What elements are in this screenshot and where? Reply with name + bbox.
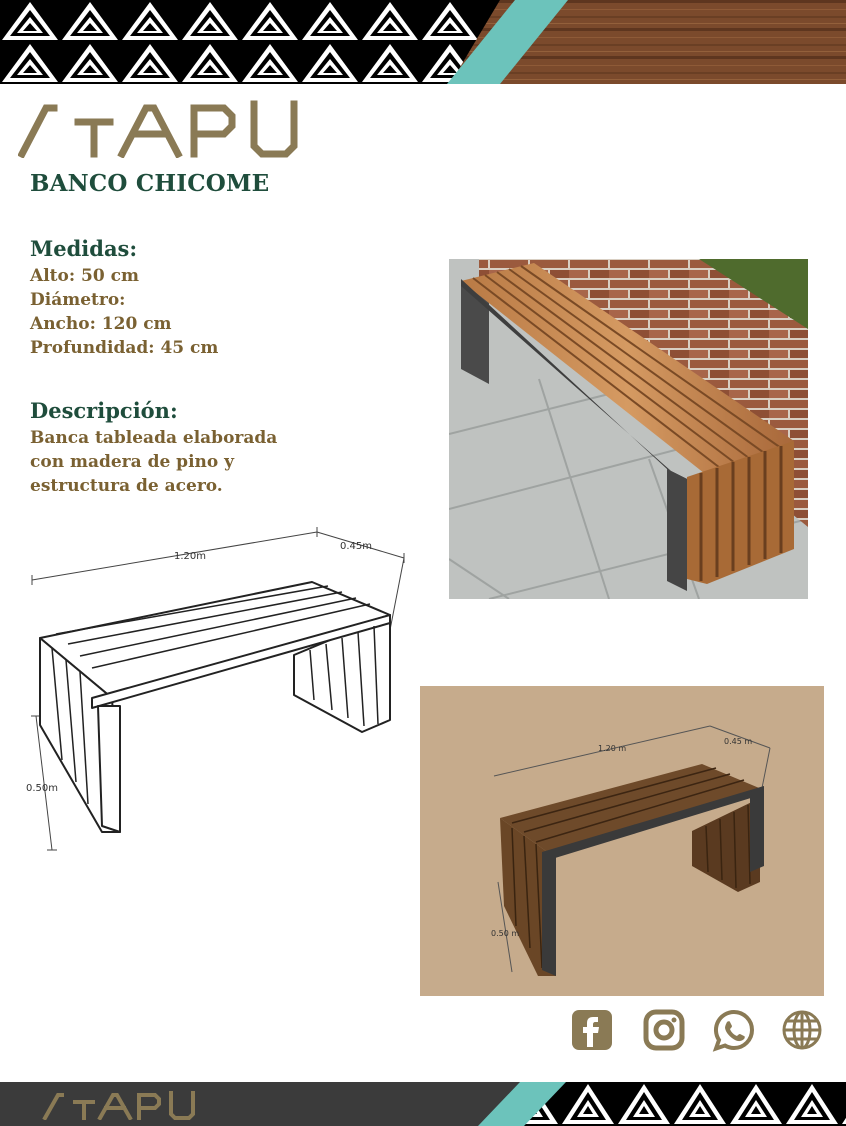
bench-photo bbox=[449, 259, 808, 599]
whatsapp-icon[interactable] bbox=[712, 1008, 756, 1052]
instagram-icon[interactable] bbox=[642, 1008, 686, 1052]
header-banner bbox=[0, 0, 846, 84]
bench-render bbox=[420, 686, 824, 996]
measure-diameter: Diámetro: bbox=[30, 290, 126, 310]
facebook-icon[interactable] bbox=[570, 1008, 614, 1052]
render-depth-label: 0.45 m bbox=[724, 737, 753, 746]
description-line-3: estructura de acero. bbox=[30, 476, 223, 496]
measure-width: Ancho: 120 cm bbox=[30, 314, 172, 334]
description-heading: Descripción: bbox=[30, 398, 178, 423]
brand-logo bbox=[18, 100, 302, 158]
sketch-width-label: 1.20m bbox=[174, 551, 207, 562]
render-width-label: 1.20 m bbox=[598, 744, 627, 753]
sketch-depth-label: 0.45m bbox=[340, 541, 373, 552]
globe-icon[interactable] bbox=[780, 1008, 824, 1052]
sketch-height-label: 0.50m bbox=[26, 783, 59, 794]
measures-heading: Medidas: bbox=[30, 236, 138, 261]
measure-height: Alto: 50 cm bbox=[30, 266, 139, 286]
description-line-1: Banca tableada elaborada bbox=[30, 428, 278, 448]
footer-logo bbox=[42, 1090, 198, 1120]
bench-sketch bbox=[22, 520, 412, 860]
render-height-label: 0.50 m bbox=[491, 929, 520, 938]
measure-depth: Profundidad: 45 cm bbox=[30, 338, 219, 358]
header-pattern bbox=[0, 0, 846, 84]
product-title: BANCO CHICOME bbox=[30, 170, 270, 197]
description-line-2: con madera de pino y bbox=[30, 452, 235, 472]
